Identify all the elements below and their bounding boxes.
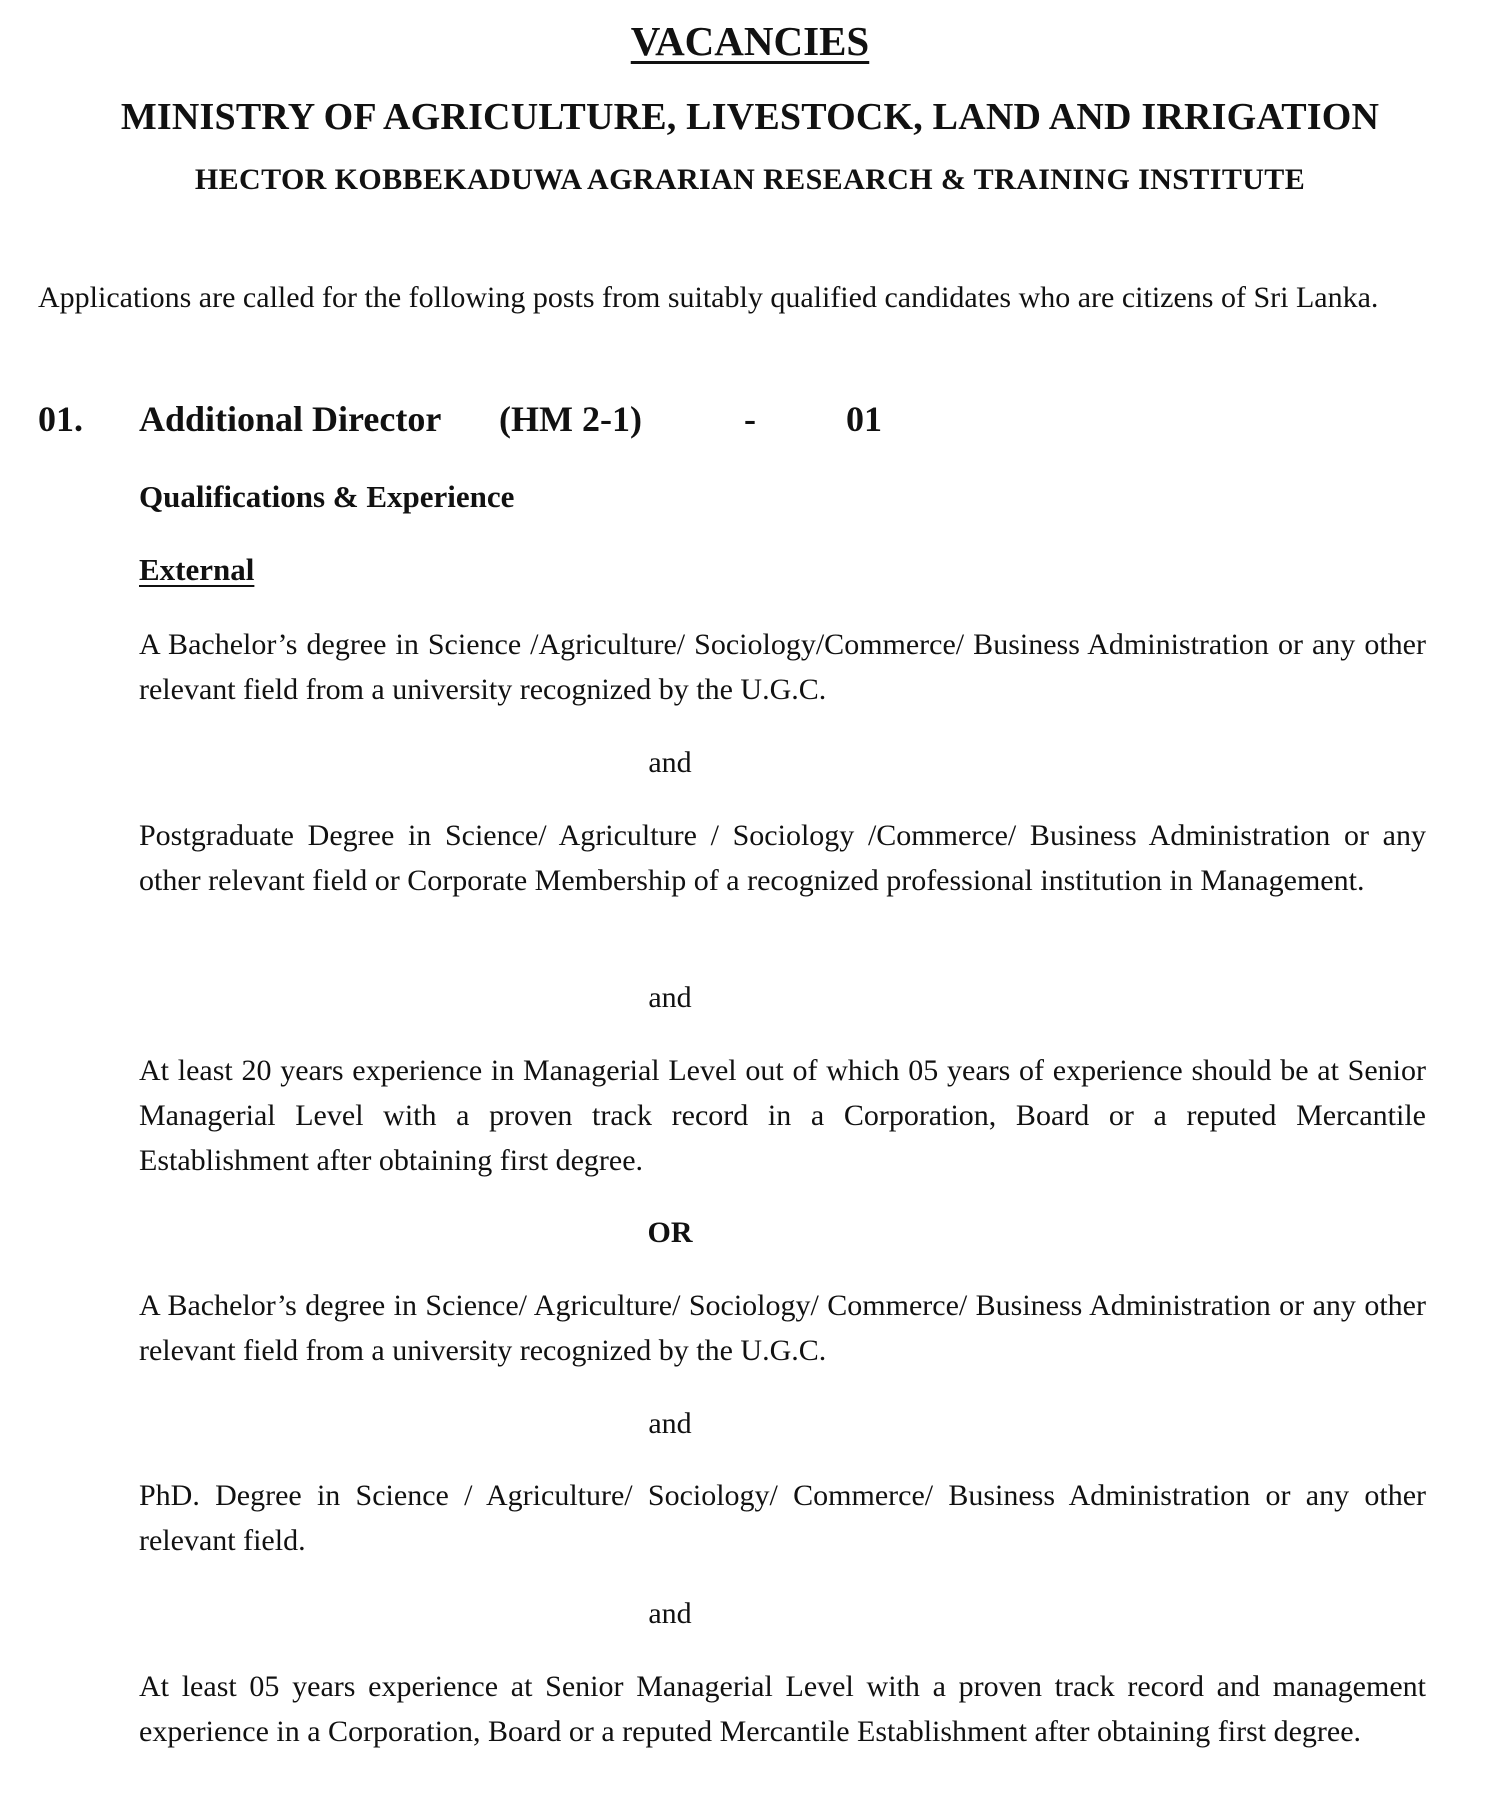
- post-dash: -: [744, 399, 756, 439]
- qualification-paragraph-3: At least 20 years experience in Managerial Level out of which 05 years of experience should be at Senior Managerial Level with a proven track record in a Corporation, Board or a reputed Mercantile Establishment after obtaining first degree.: [139, 1054, 1426, 1177]
- post-grade: (HM 2-1): [499, 399, 642, 439]
- qualification-paragraph-2: Postgraduate Degree in Science/ Agriculture / Sociology /Commerce/ Business Administration or any other relevant field or Corporate Membership of a recognized professional institution in Management.: [139, 819, 1426, 897]
- post-heading: [38, 394, 1038, 444]
- post-title: Additional Director: [139, 399, 442, 439]
- and-connector-2: and: [648, 981, 692, 1014]
- institute-heading: HECTOR KOBBEKADUWA AGRARIAN RESEARCH & TRAINING INSTITUTE: [194, 163, 1306, 196]
- post-number: 01.: [38, 399, 83, 439]
- or-connector: OR: [647, 1216, 693, 1249]
- intro-paragraph: Applications are called for the following posts from suitably qualified candidates who are citizens of Sri Lanka.: [38, 281, 1379, 314]
- qualifications-heading: Qualifications & Experience: [139, 479, 515, 514]
- and-connector-1: and: [648, 746, 692, 779]
- and-connector-4: and: [648, 1597, 692, 1630]
- qualification-paragraph-6: At least 05 years experience at Senior Managerial Level with a proven track record and management experience in a Corporation, Board or a reputed Mercantile Establishment after obtaining first degree.: [139, 1670, 1426, 1748]
- qualification-paragraph-5: PhD. Degree in Science / Agriculture/ Sociology/ Commerce/ Business Administration or any other relevant field.: [139, 1479, 1426, 1557]
- and-connector-3: and: [648, 1407, 692, 1440]
- qualification-paragraph-4: A Bachelor’s degree in Science/ Agriculture/ Sociology/ Commerce/ Business Administration or any other relevant field from a university recognized by the U.G.C.: [139, 1289, 1426, 1367]
- external-subheading: External: [139, 552, 255, 587]
- document-title: VACANCIES: [630, 18, 870, 64]
- post-vacancy-count: 01: [846, 399, 882, 439]
- ministry-heading: MINISTRY OF AGRICULTURE, LIVESTOCK, LAND AND IRRIGATION: [120, 96, 1380, 138]
- qualification-paragraph-1: A Bachelor’s degree in Science /Agriculture/ Sociology/Commerce/ Business Administration or any other relevant field from a university recognized by the U.G.C.: [139, 628, 1426, 706]
